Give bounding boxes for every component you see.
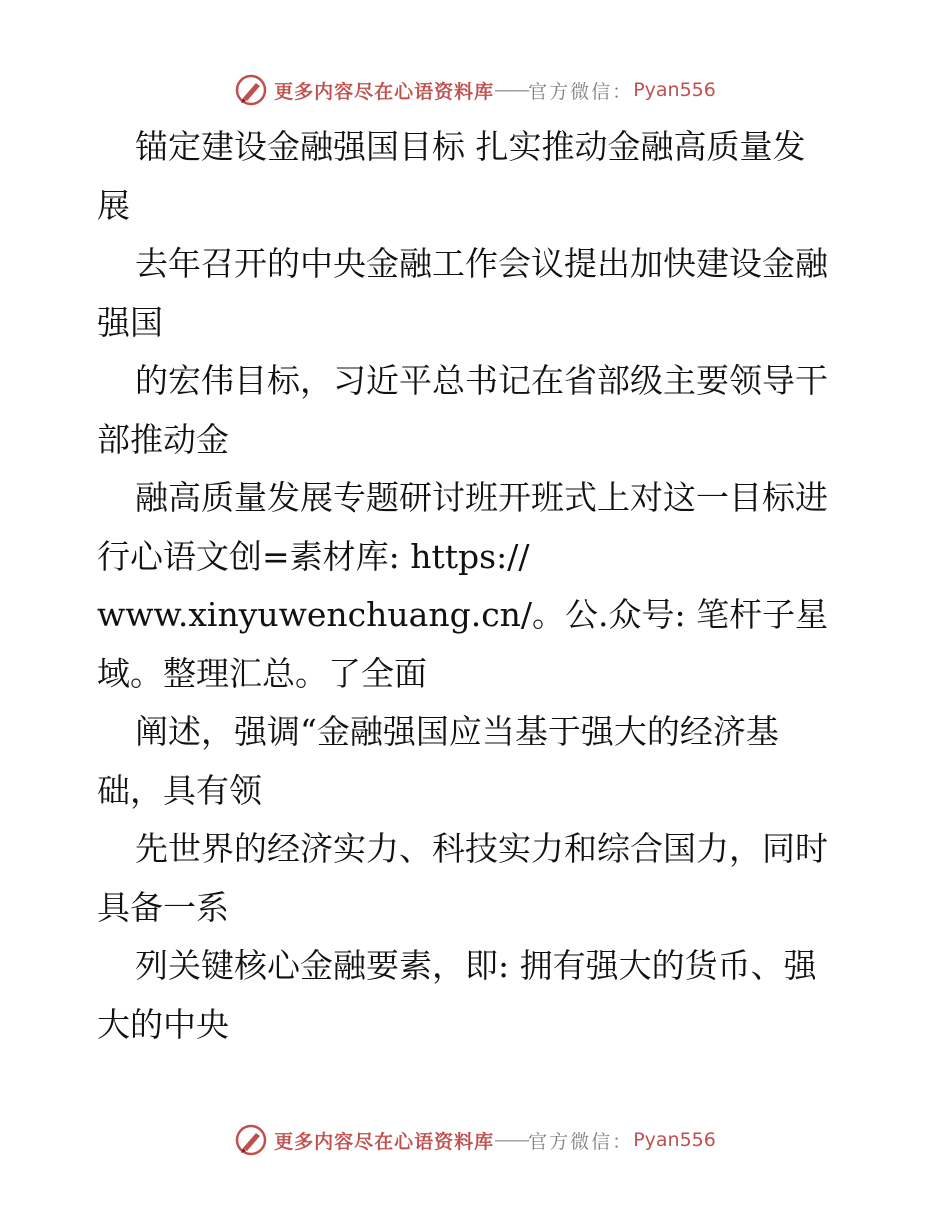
text-line: 列关键核心金融要素，即: 拥有强大的货币、强 [135, 946, 817, 985]
text-line: 行心语文创=素材库: https:// [97, 536, 530, 576]
text-line: 强国 [97, 302, 163, 342]
text-line: 去年召开的中央金融工作会议提出加快建设金融 [135, 244, 828, 283]
text-line: 融高质量发展专题研讨班开班式上对这一目标进 [135, 478, 828, 517]
watermark-main-text: 更多内容尽在心语资料库 [274, 1130, 495, 1153]
text-line: 大的中央 [97, 1004, 229, 1044]
watermark-label: 官方微信： [528, 1130, 634, 1153]
watermark-separator: —— [494, 1129, 529, 1151]
text-line: 阐述，强调“金融强国应当基于强大的经济基 [135, 712, 779, 751]
text-line: 础，具有领 [97, 770, 262, 810]
header-watermark [0, 70, 950, 110]
watermark-main-text: 更多内容尽在心语资料库 [274, 80, 495, 103]
watermark-separator: —— [494, 79, 529, 101]
document-title-line: 锚定建设金融强国目标 扎实推动金融高质量发 [135, 127, 806, 166]
document-title-line: 展 [97, 185, 130, 225]
text-line: 域。整理汇总。了全面 [97, 653, 427, 693]
text-line: www.xinyuwenchuang.cn/。公.众号: 笔杆子星 [97, 595, 829, 634]
text-line: 具备一系 [97, 887, 229, 927]
text-line: 部推动金 [97, 419, 229, 459]
footer-watermark [0, 1120, 950, 1160]
watermark-wechat-id: Pyan556 [633, 1129, 716, 1151]
document-body [97, 118, 857, 1054]
watermark-wechat-id: Pyan556 [633, 79, 716, 101]
watermark-label: 官方微信： [528, 80, 634, 103]
text-line: 的宏伟目标，习近平总书记在省部级主要领导干 [135, 361, 828, 400]
text-line: 先世界的经济实力、科技实力和综合国力，同时 [135, 829, 828, 868]
pen-logo-icon [234, 73, 268, 107]
pen-logo-icon [234, 1123, 268, 1157]
